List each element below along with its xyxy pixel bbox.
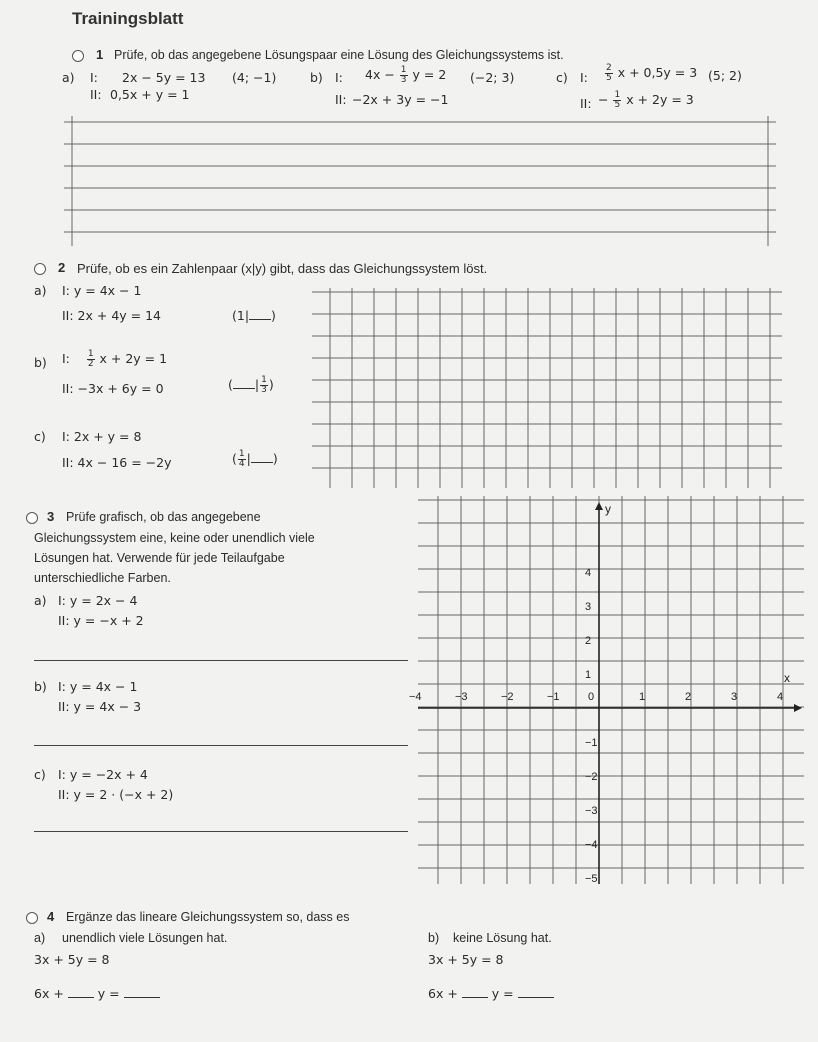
task-3b-answer-line[interactable] [34,745,408,746]
task-3-instruction-line-3: Lösungen hat. Verwende für jede Teilaufgabe [34,551,285,565]
task-2c-pair: ( $\frac{1}{4}$ | ) [232,449,278,469]
y-axis [595,502,603,884]
fraction: $\frac{1}{4}$ [238,449,245,469]
fraction: $\frac{1}{5}$ [614,90,621,110]
fraction: $\frac{2}{5}$ [606,63,612,83]
task-1c-eq2: − $\frac{1}{5}$ x + 2y = 3 [598,90,694,110]
task-3-checkbox[interactable] [26,512,38,524]
task-4-instruction: Ergänze das lineare Gleichungssystem so, dass es [66,910,350,924]
task-4b-eq1: 3x + 5y = 8 [428,952,504,967]
y-tick-label: −1 [585,737,598,749]
task-1b-pair: (−2; 3) [470,70,515,85]
task-2b-pair: ( | $\frac{1}{3}$ ) [228,375,274,395]
y-axis-label: y [605,502,611,516]
task-2c-label: c) [34,429,46,444]
task-4a-text: unendlich viele Lösungen hat. [62,931,228,945]
task-3-instruction-line-4: unterschiedliche Farben. [34,571,171,585]
task-2b-eq1: I: $\frac{1}{2}$ x + 2y = 1 [62,349,168,369]
task-1c-eq2-prefix: II: [580,96,592,111]
task-1c-eq1: $\frac{2}{5}$ x + 0,5y = 3 [606,63,698,83]
task-3a-label: a) [34,593,47,608]
task-3b-label: b) [34,679,47,694]
task-1c-label: c) [556,70,568,85]
task-1b-eq2: −2x + 3y = −1 [352,92,449,107]
task-2a-pair: (1| ) [232,308,276,323]
task-4-checkbox[interactable] [26,912,38,924]
page-title: Trainingsblatt [72,9,184,28]
fraction: $\frac{1}{3}$ [261,375,267,395]
answer-blank[interactable] [251,451,273,463]
x-axis-label: x [784,671,790,685]
task-2b-eq2: II: −3x + 6y = 0 [62,381,164,396]
task-2b-label: b) [34,355,47,370]
task-1a-eq2: 0,5x + y = 1 [110,87,190,102]
task-4a-eq2: 6x + y = [34,986,160,1001]
task-3-number: 3 [47,509,55,524]
x-tick-label: 3 [731,691,738,703]
y-tick-label: 1 [585,669,592,681]
y-tick-label: −2 [585,771,598,783]
task-1b-label: b) [310,70,323,85]
answer-blank[interactable] [518,986,554,998]
y-tick-label: −3 [585,805,598,817]
task-3b-eq1: I: y = 4x − 1 [58,679,138,694]
fraction: $\frac{1}{3}$ [400,65,407,85]
task-1a-eq1-prefix: I: [90,70,98,85]
task-2-checkbox[interactable] [34,263,46,275]
x-tick-label: −1 [547,691,560,703]
task-4b-eq2: 6x + y = [428,986,554,1001]
origin-label: 0 [588,691,595,703]
x-tick-label: 1 [639,691,646,703]
task-1c-pair: (5; 2) [708,68,742,83]
y-tick-label: 2 [585,635,592,647]
task-3-instruction-line-1: Prüfe grafisch, ob das angegebene [66,510,261,524]
y-tick-label: 3 [585,601,592,613]
task-4b-text: keine Lösung hat. [453,931,552,945]
task-4-number: 4 [47,909,55,924]
task-1c-eq1-prefix: I: [580,70,588,85]
coordinate-system[interactable] [409,496,804,885]
task-1-answer-grid[interactable] [64,116,776,246]
answer-blank[interactable] [124,986,160,998]
task-1b-eq1: 4x − $\frac{1}{3}$ y = 2 [365,65,447,85]
answer-blank[interactable] [249,308,271,320]
task-1b-eq1-prefix: I: [335,70,343,85]
task-2-answer-grid[interactable] [312,288,782,488]
task-1a-eq2-prefix: II: [90,87,102,102]
task-3a-answer-line[interactable] [34,660,408,661]
x-axis [418,704,802,712]
task-3-instruction-line-2: Gleichungssystem eine, keine oder unendlich viele [34,531,315,545]
x-tick-label: −2 [501,691,514,703]
answer-blank[interactable] [233,377,255,389]
answer-blank[interactable] [68,986,94,998]
answer-blank[interactable] [462,986,488,998]
task-2-instruction: Prüfe, ob es ein Zahlenpaar (x|y) gibt, dass das Gleichungssystem löst. [77,261,488,276]
task-1a-eq1: 2x − 5y = 13 [122,70,206,85]
y-tick-label: −5 [585,873,598,885]
coordinate-grid [418,496,804,884]
task-4a-eq1: 3x + 5y = 8 [34,952,110,967]
x-tick-label: 2 [685,691,692,703]
task-3c-label: c) [34,767,46,782]
task-2a-eq1: I: y = 4x − 1 [62,283,142,298]
task-2-number: 2 [58,260,66,275]
y-tick-label: −4 [585,839,598,851]
task-3c-eq1: I: y = −2x + 4 [58,767,148,782]
x-tick-label: −4 [409,691,422,703]
task-3b-eq2: II: y = 4x − 3 [58,699,142,714]
task-1-instruction: Prüfe, ob das angegebene Lösungspaar eine Lösung des Gleichungssystems ist. [114,48,564,62]
task-3a-eq1: I: y = 2x − 4 [58,593,138,608]
task-3c-eq2: II: y = 2 · (−x + 2) [58,787,174,802]
task-1-number: 1 [96,47,104,62]
task-1a-pair: (4; −1) [232,70,277,85]
task-2a-label: a) [34,283,47,298]
x-tick-labels [409,691,783,703]
x-tick-label: 4 [777,691,784,703]
task-2c-eq1: I: 2x + y = 8 [62,429,142,444]
task-2a-eq2: II: 2x + 4y = 14 [62,308,162,323]
task-3c-answer-line[interactable] [34,831,408,832]
fraction: $\frac{1}{2}$ [87,349,94,369]
task-4b-label: b) [428,931,440,945]
y-tick-label: 4 [585,567,592,579]
task-1a-label: a) [62,70,75,85]
task-1-checkbox[interactable] [72,50,84,62]
x-tick-label: −3 [455,691,468,703]
task-3a-eq2: II: y = −x + 2 [58,613,144,628]
task-1b-eq2-prefix: II: [335,92,347,107]
task-2c-eq2: II: 4x − 16 = −2y [62,455,172,470]
task-4a-label: a) [34,931,46,945]
